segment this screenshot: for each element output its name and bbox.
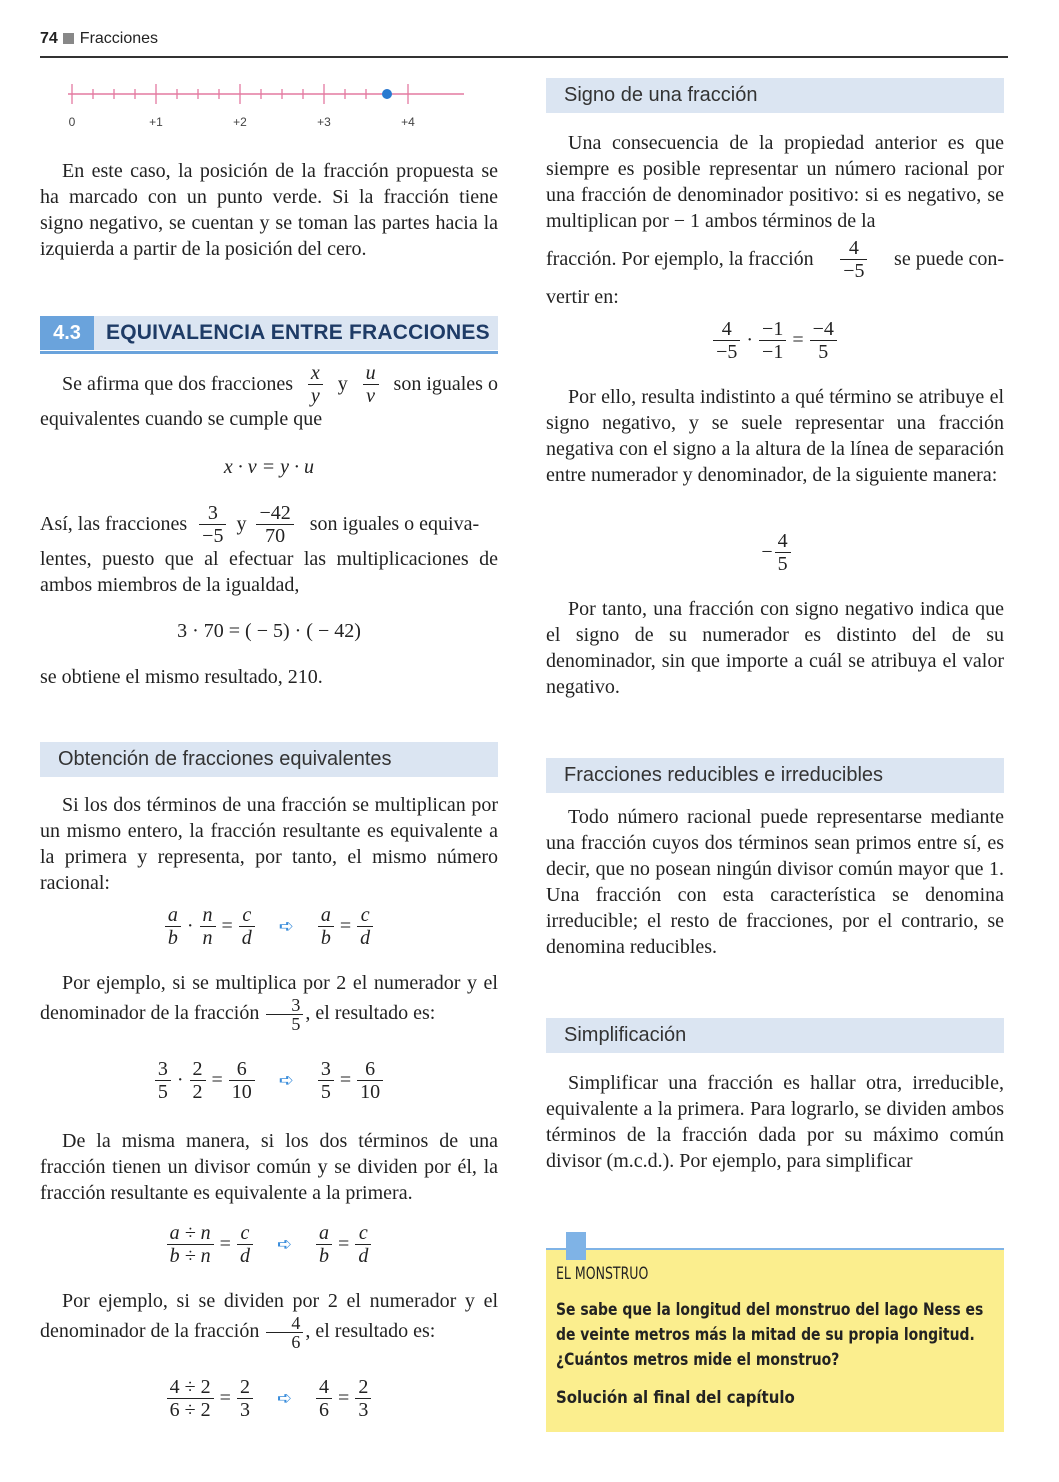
formula-sign-change: $\frac{4}{-5}$ · $\frac{-1}{-1}$ = $\frac{-4}{5}$ [546, 318, 1004, 363]
equiv-p1-text-b: son iguales o [393, 373, 498, 395]
fraction-c-d-2: $\frac{c}{d}$ [357, 904, 373, 949]
reducibles-text: Todo número racional puede representarse mediante una fracción cuyos dos términos sean primos entre sí, es decir, que no posean ningún divisor común mayor que 1. Una fracción con esta característica se denomina irreducible; el resto de fracciones, por el contrario, se denomina reducibles. [546, 806, 1004, 958]
section-underline [40, 351, 498, 354]
obtencion-paragraph-3 [40, 1128, 498, 1206]
section-4-3-header [40, 316, 498, 350]
tick-label: 0 [68, 115, 76, 129]
page-header [40, 30, 158, 48]
tick-label: +2 [233, 115, 247, 129]
section-title: EQUIVALENCIA ENTRE FRACCIONES [94, 316, 498, 350]
obtencion-paragraph-2 [40, 970, 498, 1033]
fraction-6-10-b: $\frac{6}{10}$ [357, 1058, 383, 1103]
fraction-6-10: $\frac{6}{10}$ [229, 1058, 255, 1103]
fraction-n-n: $\frac{n}{n}$ [200, 904, 216, 949]
section-number: 4.3 [40, 316, 94, 350]
fraction-3-5-a: $\frac{3}{5}$ [155, 1058, 171, 1103]
obtencion-paragraph-1 [40, 792, 498, 896]
implies-arrow-icon: ➪ [276, 1234, 293, 1255]
implies-arrow-icon: ➪ [276, 1388, 293, 1409]
fraction-a-div-n: $\frac{a \div n}{b \div n}$ [167, 1222, 214, 1267]
fraction-4-6-b: $\frac{4}{6}$ [316, 1376, 332, 1421]
signo-paragraph-1 [546, 130, 1004, 310]
fraction-2-3: $\frac{2}{3}$ [237, 1376, 253, 1421]
equiv-paragraph-2 [40, 500, 498, 598]
fraction-4-5: $\frac{4}{5}$ [775, 530, 791, 575]
fraction-4div2: $\frac{4 \div 2}{6 \div 2}$ [167, 1376, 214, 1421]
obtencion-p1-text: Si los dos términos de una fracción se multiplican por un mismo entero, la fracción resultante es equivalente a la primera y representa, por tanto, el mismo número racional: [40, 794, 498, 894]
implies-arrow-icon: ➪ [278, 1070, 294, 1091]
monstruo-solution: Solución al final del capítulo [556, 1388, 795, 1408]
equiv-paragraph-1 [40, 362, 498, 432]
fraction-a-b-2: $\frac{a}{b}$ [318, 904, 334, 949]
formula-multiply-general: $\frac{a}{b}$ · $\frac{n}{n}$ = $\frac{c}{d}$ ➪ $\frac{a}{b}$ = $\frac{c}{d}$ [40, 904, 498, 949]
fraction-neg1-neg1: $\frac{-1}{-1}$ [759, 318, 786, 363]
fraction-c-d: $\frac{c}{d}$ [239, 904, 255, 949]
signo-p3-text: Por tanto, una fracción con signo negativo indica que el signo de su numerador es distinto del de su denominador, sin que importe a cuál se atribuya el valor negativo. [546, 598, 1004, 698]
equiv-p3-text: se obtiene el mismo resultado, 210. [40, 666, 323, 688]
simplificacion-paragraph [546, 1070, 1004, 1174]
reducibles-header: Fracciones reducibles e irreducibles [546, 758, 1004, 793]
equiv-p2-text-c: lentes, puesto que al efectuar las multiplicaciones de ambos miembros de la igualdad, [40, 548, 498, 596]
signo-p1-text-a: Una consecuencia de la propiedad anterior es que siempre es posible representar un número racional por una fracción de denominador positivo: si es negativo, se multiplican por − 1 ambos términos de la [546, 132, 1004, 232]
number-line [40, 78, 510, 138]
tick-label: +3 [317, 115, 331, 129]
simplificacion-text: Simplificar una fracción es hallar otra, irreducible, equivalente a la primera. Para lograrlo, se dividen ambos términos de la fracción dada por su máximo común divisor (m.c.d.). Por ejemplo, para simplificar [546, 1072, 1004, 1172]
obtencion-p4-text: Por ejemplo, si se dividen por 2 el numerador y el denominador de la fracción $\frac{4}{6}$ , el resultado es: [40, 1290, 498, 1352]
intro-paragraph [40, 158, 498, 262]
box-top-line [546, 1248, 1004, 1250]
box-tab-marker [566, 1232, 586, 1260]
fraction-neg42-70: $\frac{-42}{70}$ [256, 502, 293, 547]
monstruo-title: EL MONSTRUO [556, 1264, 649, 1284]
fraction-4-neg5: $\frac{4}{-5}$ [840, 237, 867, 282]
formula-divide-example: $\frac{4 \div 2}{6 \div 2}$ = $\frac{2}{3}$ ➪ $\frac{4}{6}$ = $\frac{2}{3}$ [40, 1376, 498, 1421]
obtencion-p2-text: Por ejemplo, si se multiplica por 2 el numerador y el denominador de la fracción $\frac{3}{5}$ , el resultado es: [40, 972, 498, 1034]
minus-sign: − [761, 541, 773, 563]
obtencion-header: Obtención de fracciones equivalentes [40, 742, 498, 777]
equiv-p2-text-a: Así, las fracciones [40, 513, 188, 535]
fraction-neg4-5: $\frac{-4}{5}$ [810, 318, 837, 363]
formula-multiply-example: $\frac{3}{5}$ · $\frac{2}{2}$ = $\frac{6}{10}$ ➪ $\frac{3}{5}$ = $\frac{6}{10}$ [40, 1058, 498, 1103]
fraction-4-6: $\frac{4}{6}$ [266, 1314, 303, 1351]
tick-label: +4 [401, 115, 415, 129]
signo-p1-text-c: se puede con- [894, 248, 1004, 270]
implies-arrow-icon: ➪ [278, 916, 294, 937]
fraction-2-2: $\frac{2}{2}$ [190, 1058, 206, 1103]
signo-p1-text-b: fracción. Por ejemplo, la fracción [546, 248, 814, 270]
simplificacion-header: Simplificación [546, 1018, 1004, 1053]
equiv-p1-y: y [337, 373, 348, 395]
fraction-x-y: $\frac{x}{y}$ [308, 362, 323, 407]
fraction-a-b: $\frac{a}{b}$ [165, 904, 181, 949]
header-square-icon [63, 33, 74, 44]
fraction-4-neg5-b: $\frac{4}{-5}$ [713, 318, 740, 363]
obtencion-paragraph-4 [40, 1288, 498, 1351]
formula-3x70: 3 · 70 = ( − 5) · ( − 42) [177, 620, 361, 642]
fraction-c-d-3: $\frac{c}{d}$ [237, 1222, 253, 1267]
header-rule [40, 56, 1008, 58]
tick-label: +1 [149, 115, 163, 129]
intro-text: En este caso, la posición de la fracción propuesta se ha marcado con un punto verde. Si la fracción tiene signo negativo, se cuentan y se toman las partes hacia la izquierda a partir de la posición del cero. [40, 160, 498, 260]
marked-point [382, 89, 392, 99]
fraction-2-3-b: $\frac{2}{3}$ [355, 1376, 371, 1421]
chapter-title: Fracciones [79, 30, 159, 47]
signo-p1-text-d: vertir en: [546, 286, 619, 308]
equiv-p2-text-b: son iguales o equiva- [309, 513, 480, 535]
fraction-a-b-3: $\frac{a}{b}$ [316, 1222, 332, 1267]
signo-paragraph-2 [546, 384, 1004, 488]
signo-paragraph-3 [546, 596, 1004, 700]
reducibles-paragraph [546, 804, 1004, 960]
signo-header: Signo de una fracción [546, 78, 1004, 113]
formula-divide-general: $\frac{a \div n}{b \div n}$ = $\frac{c}{d}$ ➪ $\frac{a}{b}$ = $\frac{c}{d}$ [40, 1222, 498, 1267]
fraction-3-5: $\frac{3}{5}$ [266, 996, 303, 1033]
equiv-p1-text-a: Se afirma que dos fracciones [62, 373, 294, 395]
equiv-paragraph-3 [40, 664, 498, 690]
signo-p2-text: Por ello, resulta indistinto a qué término se atribuye el signo negativo, y se suele representar una fracción negativa con el signo a la altura de la línea de separación entre numerador y denominador, de la siguiente manera: [546, 386, 1004, 486]
page-number: 74 [40, 30, 58, 47]
monstruo-box [546, 1248, 1004, 1432]
equiv-p1-text-c: equivalentes cuando se cumple que [40, 408, 323, 430]
equiv-p2-y: y [236, 513, 247, 535]
fraction-u-v: $\frac{u}{v}$ [363, 362, 379, 407]
fraction-3-neg5: $\frac{3}{-5}$ [199, 502, 226, 547]
formula-xv-yu: x · v = y · u [223, 456, 315, 478]
obtencion-p3-text: De la misma manera, si los dos términos de una fracción tienen un divisor común y se dividen por él, la fracción resultante es equivalente a la primera. [40, 1130, 498, 1204]
fraction-c-d-4: $\frac{c}{d}$ [355, 1222, 371, 1267]
formula-negative-fraction [546, 530, 1004, 575]
fraction-3-5-b: $\frac{3}{5}$ [318, 1058, 334, 1103]
monstruo-text: Se sabe que la longitud del monstruo del lago Ness es de veinte metros más la mitad de su propia longitud. ¿Cuántos metros mide el monstruo? [556, 1300, 984, 1370]
